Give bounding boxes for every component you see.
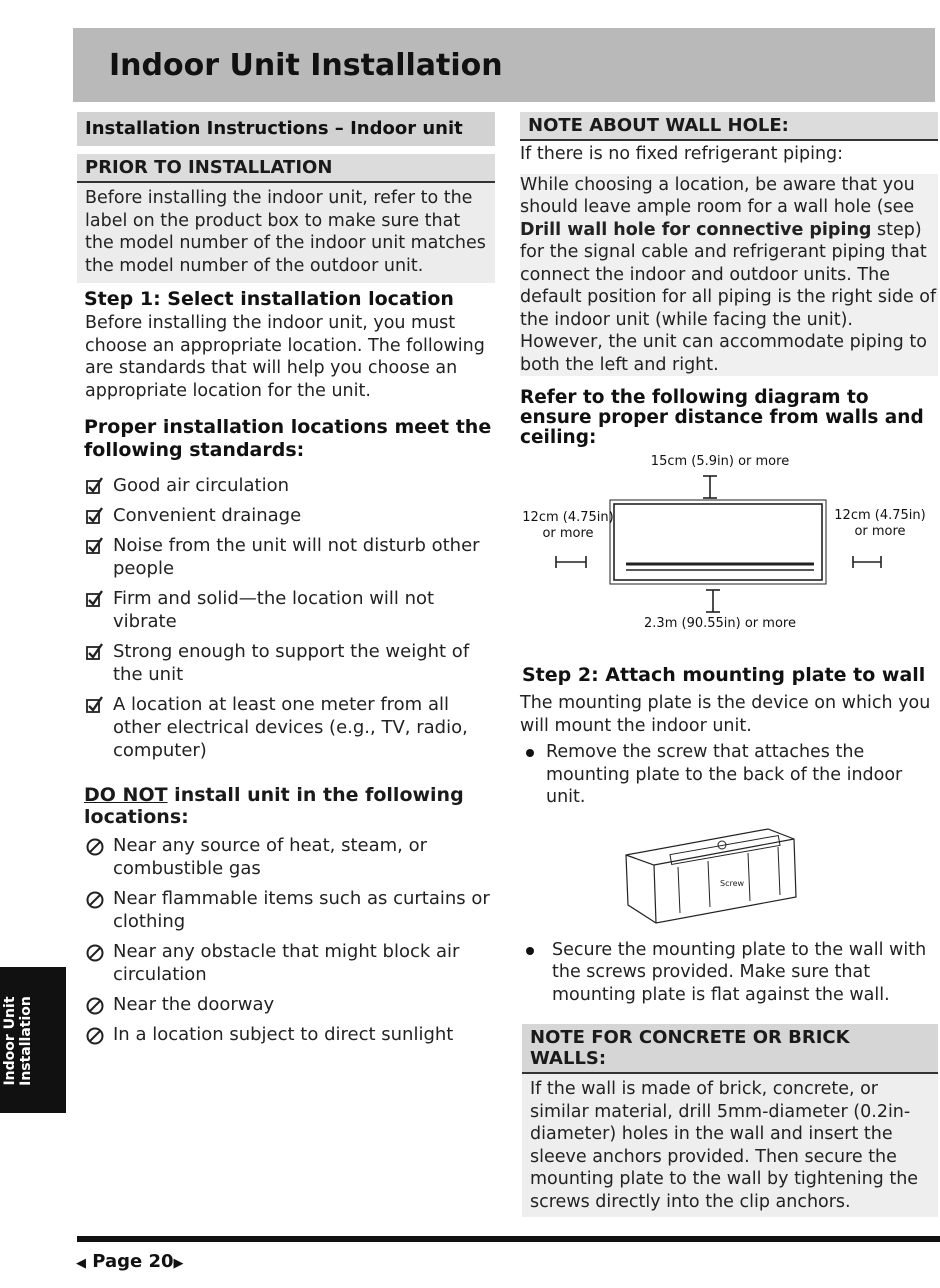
step2-heading: Step 2: Attach mounting plate to wall xyxy=(522,664,926,686)
prohibited-icon xyxy=(85,889,105,909)
step1-heading: Step 1: Select installation location xyxy=(84,288,454,310)
right-label-line2: or more xyxy=(854,524,906,539)
clearance-diagram xyxy=(520,452,938,632)
list-item xyxy=(85,1023,495,1046)
mounting-plate-illustration xyxy=(618,825,818,925)
right-column xyxy=(520,112,938,1217)
concrete-heading: NOTE FOR CONCRETE OR BRICK WALLS: xyxy=(522,1024,938,1074)
side-tab-line2: Installation xyxy=(18,996,34,1086)
side-tab-text xyxy=(2,971,34,1111)
step2-text: The mounting plate is the device on which you will mount the indoor unit. xyxy=(520,693,931,736)
diagram-top-label: 15cm (5.9in) or more xyxy=(650,454,790,469)
checkbox-checked-icon xyxy=(85,506,105,526)
checkbox-checked-icon xyxy=(85,476,105,496)
prohibited-icon xyxy=(85,995,105,1015)
standard-text: Firm and solid—the location will not vibrate xyxy=(113,588,435,632)
checkbox-checked-icon xyxy=(85,536,105,556)
step2-bullets-2 xyxy=(520,939,938,1007)
standard-text: Strong enough to support the weight of the unit xyxy=(113,641,470,685)
donot-text: Near the doorway xyxy=(113,994,275,1015)
concrete-text: If the wall is made of brick, concrete, or similar material, drill 5mm-diameter (0.2in-diameter) holes in the wall and insert the sleeve anchors provided. Then secure the mounting plate to the wall by tightening the screws directly into the clip anchors. xyxy=(530,1079,919,1212)
list-item xyxy=(85,640,495,686)
wall-hole-text-b: step) for the signal cable and refrigerant piping that connect the indoor and outdoor units. The default position for all piping is the right side of the indoor unit (while facing the unit). However, the unit can accommodate piping to both the left and right. xyxy=(520,219,937,375)
prior-to-installation-heading: PRIOR TO INSTALLATION xyxy=(77,154,495,183)
checkbox-checked-icon xyxy=(85,589,105,609)
clearance-illustration xyxy=(520,470,938,620)
donot-rest: install unit in the following locations: xyxy=(84,784,464,828)
standards-heading: Proper installation locations meet the following standards: xyxy=(84,416,492,461)
diagram-heading: Refer to the following diagram to ensure proper distance from walls and ceiling: xyxy=(520,387,924,448)
prohibited-icon xyxy=(85,836,105,856)
diagram-left-label xyxy=(518,510,618,542)
diagram-right-label xyxy=(830,508,930,540)
concrete-note xyxy=(522,1024,938,1217)
screw-label: Screw xyxy=(720,878,745,888)
wall-hole-heading: NOTE ABOUT WALL HOLE: xyxy=(520,112,938,141)
left-label-line1: 12cm (4.75in) xyxy=(522,510,614,525)
list-item xyxy=(85,534,495,580)
checkbox-checked-icon xyxy=(85,642,105,662)
list-item xyxy=(85,474,495,497)
list-item xyxy=(85,693,495,762)
wall-hole-text-a: While choosing a location, be aware that you should leave ample room for a wall hole (see xyxy=(520,174,915,217)
footer-rule xyxy=(77,1236,940,1242)
mounting-plate-figure xyxy=(520,825,938,933)
wall-hole-line: If there is no fixed refrigerant piping: xyxy=(520,144,844,164)
right-label-line1: 12cm (4.75in) xyxy=(834,508,926,523)
prev-page-icon[interactable]: ◀ xyxy=(76,1256,86,1271)
checkbox-checked-icon xyxy=(85,695,105,715)
prior-text: Before installing the indoor unit, refer to the label on the product box to make sure that the model number of the indoor unit matches the model number of the outdoor unit. xyxy=(77,183,495,283)
donot-label: DO NOT xyxy=(84,784,168,806)
step2-bullets xyxy=(520,741,938,809)
list-item: Secure the mounting plate to the wall with the screws provided. Make sure that mounting plate is flat against the wall. xyxy=(520,939,938,1007)
next-page-icon[interactable]: ▶ xyxy=(173,1256,184,1271)
standards-list xyxy=(77,474,495,762)
wall-hole-block xyxy=(520,141,938,376)
list-item xyxy=(85,834,495,880)
diagram-bottom-label: 2.3m (90.55in) or more xyxy=(644,616,796,631)
list-item xyxy=(85,504,495,527)
section-title: Installation Instructions – Indoor unit xyxy=(77,112,495,146)
donot-text: Near any obstacle that might block air circulation xyxy=(113,941,460,985)
left-column xyxy=(77,112,495,1053)
prohibited-icon xyxy=(85,1025,105,1045)
standard-text: Noise from the unit will not disturb other people xyxy=(113,535,480,579)
donot-text: Near any source of heat, steam, or combustible gas xyxy=(113,835,428,879)
donot-text: Near flammable items such as curtains or clothing xyxy=(113,888,490,932)
left-label-line2: or more xyxy=(542,526,594,541)
prohibited-icon xyxy=(85,942,105,962)
list-item xyxy=(85,887,495,933)
step1-text: Before installing the indoor unit, you must choose an appropriate location. The following are standards that will help you choose an appropriate location for the unit. xyxy=(85,313,485,401)
side-tab xyxy=(0,967,66,1113)
wall-hole-link-text: Drill wall hole for connective piping xyxy=(520,219,872,240)
wall-hole-text xyxy=(520,174,938,377)
standard-text: Convenient drainage xyxy=(113,505,302,526)
standard-text: A location at least one meter from all other electrical devices (e.g., TV, radio, computer) xyxy=(113,694,468,761)
page-number xyxy=(76,1251,184,1272)
standard-text: Good air circulation xyxy=(113,475,289,496)
list-item: Remove the screw that attaches the mounting plate to the back of the indoor unit. xyxy=(520,741,938,809)
donot-text: In a location subject to direct sunlight xyxy=(113,1024,454,1045)
list-item xyxy=(85,940,495,986)
list-item xyxy=(85,587,495,633)
donot-list xyxy=(77,834,495,1046)
header-bar xyxy=(73,28,935,102)
page-label: Page 20 xyxy=(92,1251,174,1272)
side-tab-line1: Indoor Unit xyxy=(2,996,18,1086)
page-title: Indoor Unit Installation xyxy=(109,48,503,83)
donot-heading xyxy=(84,784,495,828)
list-item xyxy=(85,993,495,1016)
